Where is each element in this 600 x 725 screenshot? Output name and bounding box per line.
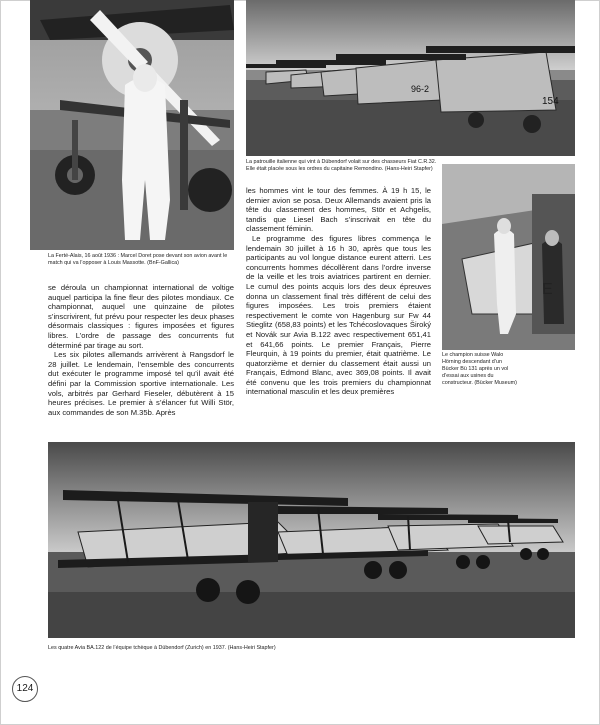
photo-patrouille-italienne <box>246 0 575 156</box>
photo-avia-ba122 <box>48 442 575 638</box>
page-number: 124 <box>12 676 38 702</box>
plane-marking-96-2: 96-2 <box>411 84 430 94</box>
text-column-left <box>48 283 234 417</box>
photo-marcel-doret <box>30 0 234 250</box>
caption-avia-ba122: Les quatre Avia BA.122 de l’équipe tchèque à Dübendorf (Zurich) en 1937. (Hans-Heiri Stapfer) <box>48 645 276 651</box>
paragraph: Le programme des figures libres commença le lendemain 30 juillet à 16 h 30, après que tous les participants au vol longue distance eurent atterri. Les concurrents hommes décollèrent dans l’ordre inverse de la veille et les trois aviatrices partirent en dernier. Le cumul des points acquis lors des deux épreuves donna un classement final très différent de celui des figures imposées. Les trois premiers étaient respectivement le comte von Hagenburg sur Fw 44 Stieglitz (658,83 points) et les Tchécoslovaques Široký et Novák sur Avia B.122 avec respectivement 651,41 et 641,66 points. Le premier Français, Pierre Fleurquin, à 19 points du premier, était quatrième. Le quatorzième et dernier du classement était aussi un Français, Edmond Blanc, avec 369,08 points. Il avait été convenu que les trois premiers du championnat international masculin et les deux premières <box>246 233 431 397</box>
plane-marking-154: 154 <box>542 96 559 107</box>
paragraph: se déroula un championnat international de voltige auquel participa la fine fleur des pilotes mondiaux. Ce championnat, auquel une quinzaine de pilotes s’inscrivirent, fut prévu pour respecter les deux phases désormais classiques : figures imposées et figures libres. L’ordre de passage des concurrents fut déterminé par tirage au sort. <box>48 283 234 350</box>
photo-walo-horning <box>442 164 575 350</box>
caption-patrouille-italienne: La patrouille italienne qui vint à Dübendorf volait sur des chasseurs Fiat C.R.32. Elle était placée sous les ordres du capitaine Remondino. (Hans-Heiri Stapfer) <box>246 159 437 172</box>
svg-text:E: E <box>542 281 553 298</box>
caption-walo-horning: Le champion suisse Walo Hörning descendant d’un Bücker Bü 131 après un vol d’essai aux usines du constructeur. (Bücker Museum) <box>442 352 517 386</box>
text-column-right <box>246 186 431 397</box>
caption-marcel-doret: La Ferté-Alais, 16 août 1936 : Marcel Doret pose devant son avion avant le match qui va l’opposer à Louis Massotte. (BnF-Gallica) <box>48 253 228 266</box>
paragraph: Les six pilotes allemands arrivèrent à Rangsdorf le 28 juillet. Le lendemain, l’ensemble des concurrents dut exécuter le programme imposé tel qu’il avait été défini par la Commission sportive internationale. Les vols, arbitrés par Gerhard Fieseler, débutèrent à 15 heures précises. Le premier à s’élancer fut Willi Stör, aux commandes de son M.35b. Après <box>48 350 234 417</box>
paragraph: les hommes vint le tour des femmes. À 19 h 15, le dernier avion se posa. Deux Allemands avaient pris la tête du classement des hommes, Stör et Achgelis, tandis que Liesel Bach s’inscrivait en tête du classement féminin. <box>246 186 431 234</box>
